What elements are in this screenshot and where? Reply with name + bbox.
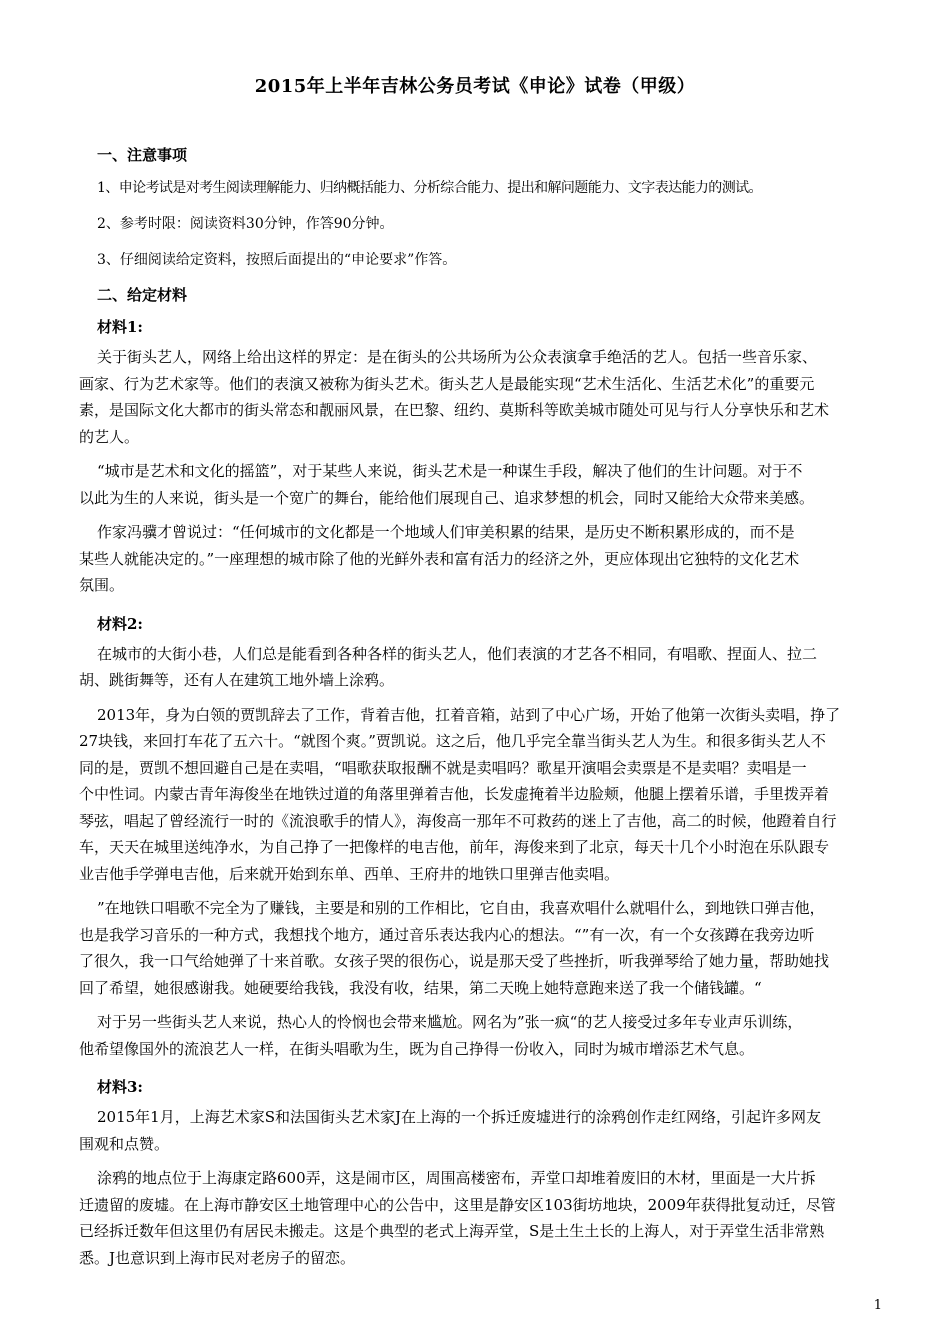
text-line: 以此为生的人来说，街头是一个宽广的舞台，能给他们展现自己、追求梦想的机会，同时又能给大众带来美感。 xyxy=(79,488,815,507)
text-line: 胡、跳街舞等，还有人在建筑工地外墙上涂鸦。 xyxy=(79,671,395,689)
text-line: 某些人就能决定的。”一座理想的城市除了他的光鲜外表和富有活力的经济之外，更应体现出它独特的文化艺术 xyxy=(79,549,800,568)
text-line: 画家、行为艺术家等。他们的表演又被称为街头艺术。街头艺人是最能实现“艺术生活化、生活艺术化”的重要元 xyxy=(79,374,815,393)
material-2-paragraph xyxy=(79,702,897,888)
material-2-paragraph xyxy=(79,641,897,694)
text-line: 2015年1月，上海艺术家S和法国街头艺术家J在上海的一个拆迁废墟进行的涂鸦创作走红网络，引起许多网友 xyxy=(97,1108,822,1126)
text-line: 业吉他手学弹电吉他，后来就开始到东单、西单、王府井的地铁口里弹吉他卖唱。 xyxy=(79,864,620,883)
text-line: 个中性词。内蒙古青年海俊坐在地铁过道的角落里弹着吉他，长发虚掩着半边脸颊，他腿上摆着乐谱，手里拨弄着 xyxy=(79,785,830,803)
material-3-paragraph xyxy=(79,1104,897,1157)
text-line: 也是我学习音乐的一种方式，我想找个地方，通过音乐表达我内心的想法。“”有一次，有一个女孩蹲在我旁边听 xyxy=(79,925,815,944)
material-1-paragraph xyxy=(79,519,897,599)
text-line: 已经拆迁数年但这里仍有居民未搬走。这是个典型的老式上海弄堂，S是土生土长的上海人，对于弄堂生活非常熟 xyxy=(79,1222,825,1240)
text-line: ”在地铁口唱歌不完全为了赚钱，主要是和别的工作相比，它自由，我喜欢唱什么就唱什么，到地铁口弹吉他， xyxy=(97,899,825,917)
text-line: 迁遗留的废墟。在上海市静安区土地管理中心的公告中，这里是静安区103街坊地块，2009年获得批复动迁，尽管 xyxy=(79,1195,836,1214)
material-1-paragraph xyxy=(79,458,897,511)
note-item-3: 3、仔细阅读给定资料，按照后面提出的“申论要求”作答。 xyxy=(97,252,457,268)
note-item-2: 2、参考时限：阅读资料30分钟，作答90分钟。 xyxy=(97,216,394,232)
text-line: 涂鸦的地点位于上海康定路600弄，这是闹市区，周围高楼密布，弄堂口却堆着废旧的木材，里面是一大片拆 xyxy=(97,1169,816,1187)
text-line: 琴弦，唱起了曾经流行一时的《流浪歌手的情人》，海俊高一那年不可救药的迷上了吉他，高二的时候，他蹬着自行 xyxy=(79,811,837,830)
material-2-label: 材料2: xyxy=(97,614,143,633)
text-line: 他希望像国外的流浪艺人一样，在街头唱歌为生，既为自己挣得一份收入，同时为城市增添艺术气息。 xyxy=(79,1039,755,1058)
page-number: 1 xyxy=(873,1298,882,1313)
note-item-1: 1、申论考试是对考生阅读理解能力、归纳概括能力、分析综合能力、提出和解问题能力、文字表达能力的测试。 xyxy=(97,180,762,196)
section-heading-notes: 一、注意事项 xyxy=(97,146,188,164)
text-line: 悉。J也意识到上海市民对老房子的留恋。 xyxy=(79,1248,356,1267)
text-line: 了很久，我一口气给她弹了十来首歌。女孩子哭的很伤心，说是那天受了些挫折，听我弹琴给了她力量，帮助她找 xyxy=(79,952,830,970)
text-line: 同的是，贾凯不想回避自己是在卖唱，“唱歌获取报酬不就是卖唱吗？歌星开演唱会卖票是不是卖唱？卖唱是一 xyxy=(79,758,807,777)
text-line: 27块钱，来回打车花了五六十。“就图个爽。”贾凯说。这之后，他几乎完全靠当街头艺人为生。和很多街头艺人不 xyxy=(79,732,826,750)
material-1-label: 材料1: xyxy=(97,318,143,336)
text-line: 的艺人。 xyxy=(79,427,140,446)
text-line: 在城市的大街小巷，人们总是能看到各种各样的街头艺人，他们表演的才艺各不相同，有唱歌、捏面人、拉二 xyxy=(97,644,818,663)
material-2-paragraph xyxy=(79,895,897,1001)
text-line: “城市是艺术和文化的摇篮”，对于某些人来说，街头艺术是一种谋生手段，解决了他们的生计问题。对于不 xyxy=(97,462,803,480)
text-line: 回了希望，她很感谢我。她硬要给我钱，我没有收，结果，第二天晚上她特意跑来送了我一个储钱罐。“ xyxy=(79,978,762,997)
material-3-label: 材料3: xyxy=(97,1078,143,1096)
text-line: 作家冯骥才曾说过：“任何城市的文化都是一个地域人们审美积累的结果，是历史不断积累形成的，而不是 xyxy=(97,523,795,541)
text-line: 关于街头艺人，网络上给出这样的界定：是在街头的公共场所为公众表演拿手绝活的艺人。包括一些音乐家、 xyxy=(97,348,818,366)
text-line: 2013年，身为白领的贾凯辞去了工作，背着吉他，扛着音箱，站到了中心广场，开始了他第一次街头卖唱，挣了 xyxy=(97,705,841,724)
document-body xyxy=(79,140,897,1279)
material-3-paragraph xyxy=(79,1165,897,1271)
section-heading-materials: 二、给定材料 xyxy=(97,286,188,304)
text-line: 车，天天在城里送纯净水，为自己挣了一把像样的电吉他，前年，海俊来到了北京，每天十几个小时泡在乐队跟专 xyxy=(79,838,830,856)
text-line: 素，是国际文化大都市的街头常态和靓丽风景，在巴黎、纽约、莫斯科等欧美城市随处可见与行人分享快乐和艺术 xyxy=(79,401,830,419)
material-1-paragraph xyxy=(79,344,897,450)
text-line: 对于另一些街头艺人来说，热心人的怜悯也会带来尴尬。网名为”张一疯“的艺人接受过多年专业声乐训练， xyxy=(97,1013,803,1031)
text-line: 氛围。 xyxy=(79,576,125,594)
document-title: 2015年上半年吉林公务员考试《申论》试卷（甲级） xyxy=(254,76,696,97)
text-line: 围观和点赞。 xyxy=(79,1134,170,1153)
material-2-paragraph xyxy=(79,1009,897,1062)
